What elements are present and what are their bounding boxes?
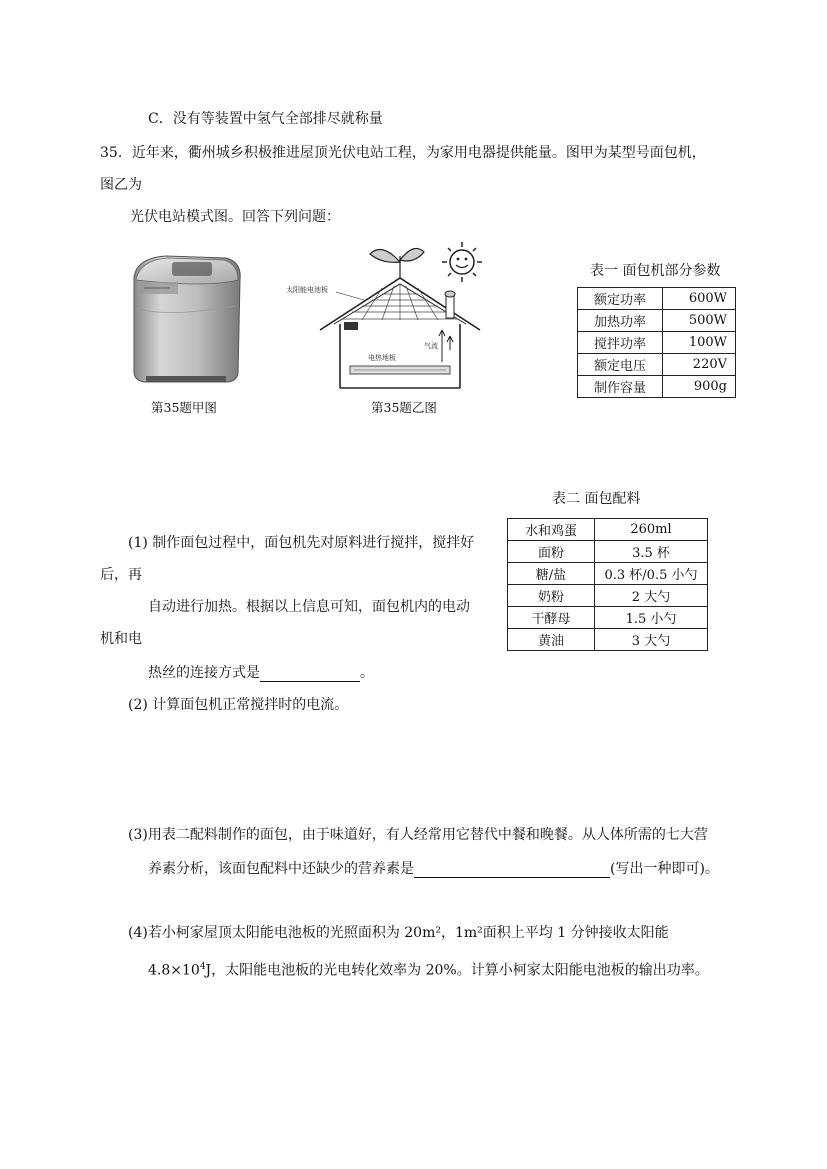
q3-line2 bbox=[148, 860, 719, 878]
table-row bbox=[508, 585, 708, 607]
table-row bbox=[508, 519, 708, 541]
param-name-cell: 糖/盐 bbox=[508, 563, 595, 585]
fig-yi-caption: 第35题乙图 bbox=[371, 400, 437, 415]
table-row bbox=[578, 376, 736, 398]
q3-line2-end: (写出一种即可)。 bbox=[610, 861, 719, 877]
panel-label: 太阳能电池板 bbox=[286, 286, 328, 294]
param-name-cell: 奶粉 bbox=[508, 585, 595, 607]
param-name-cell: 加热功率 bbox=[578, 310, 663, 332]
table-row bbox=[508, 607, 708, 629]
param-name-cell: 干酵母 bbox=[508, 607, 595, 629]
param-name-cell: 额定电压 bbox=[578, 354, 663, 376]
param-name-cell: 制作容量 bbox=[578, 376, 663, 398]
table1-title: 表一 面包机部分参数 bbox=[590, 263, 721, 279]
q2-line1: (2) 计算面包机正常搅拌时的电流。 bbox=[128, 697, 349, 713]
param-name-cell: 额定功率 bbox=[578, 288, 663, 310]
bread-maker-figure bbox=[126, 248, 246, 386]
q4-line1: (4)若小柯家屋顶太阳能电池板的光照面积为 20m²，1m²面积上平均 1 分钟接收太阳能 bbox=[128, 925, 669, 941]
table-row bbox=[508, 541, 708, 563]
solar-house-figure bbox=[282, 238, 492, 390]
param-value-cell: 900g bbox=[663, 376, 736, 398]
q35-intro-line1: 35．近年来，衢州城乡积极推进屋顶光伏电站工程，为家用电器提供能量。图甲为某型号面包机， bbox=[100, 145, 706, 161]
air-label: 气流 bbox=[424, 342, 438, 350]
q3-line1: (3)用表二配料制作的面包，由于味道好，有人经常用它替代中餐和晚餐。从人体所需的七大营 bbox=[128, 827, 708, 843]
table-row bbox=[508, 563, 708, 585]
q4-exponent: 4 bbox=[199, 962, 206, 972]
param-value-cell: 0.3 杯/0.5 小勺 bbox=[595, 563, 708, 585]
param-value-cell: 1.5 小勺 bbox=[595, 607, 708, 629]
table2-title: 表二 面包配料 bbox=[552, 491, 641, 507]
sun-icon bbox=[442, 242, 482, 282]
q4-value: 4.8×10 bbox=[148, 962, 200, 979]
table-row bbox=[578, 354, 736, 376]
table-row bbox=[578, 288, 736, 310]
q1-line4: 机和电 bbox=[100, 631, 142, 647]
q1-line3: 自动进行加热。根据以上信息可知，面包机内的电动 bbox=[148, 599, 470, 615]
bread-maker-params-table bbox=[577, 287, 736, 398]
param-value-cell: 260ml bbox=[595, 519, 708, 541]
fig-jia-caption: 第35题甲图 bbox=[151, 400, 217, 415]
q4-line2-text: J，太阳能电池板的光电转化效率为 20%。计算小柯家太阳能电池板的输出功率。 bbox=[205, 962, 709, 979]
param-value-cell: 2 大勺 bbox=[595, 585, 708, 607]
param-value-cell: 500W bbox=[663, 310, 736, 332]
q35-intro-line3: 光伏电站模式图。回答下列问题： bbox=[130, 209, 340, 225]
table-row bbox=[578, 310, 736, 332]
option-c-text: C．没有等装置中氢气全部排尽就称量 bbox=[148, 111, 383, 127]
param-name-cell: 水和鸡蛋 bbox=[508, 519, 595, 541]
floor-label: 电热地板 bbox=[368, 354, 396, 362]
bread-ingredients-table bbox=[507, 518, 708, 651]
param-name-cell: 搅拌功率 bbox=[578, 332, 663, 354]
q35-intro-line2: 图乙为 bbox=[100, 177, 142, 193]
q1-line5 bbox=[148, 664, 374, 682]
param-value-cell: 3 大勺 bbox=[595, 629, 708, 651]
q1-answer-blank[interactable] bbox=[260, 667, 360, 682]
q3-line2-text: 养素分析，该面包配料中还缺少的营养素是 bbox=[148, 861, 414, 877]
param-value-cell: 220V bbox=[663, 354, 736, 376]
param-value-cell: 100W bbox=[663, 332, 736, 354]
param-value-cell: 3.5 杯 bbox=[595, 541, 708, 563]
table-row bbox=[508, 629, 708, 651]
q1-line5-end: 。 bbox=[360, 665, 374, 681]
table-row bbox=[578, 332, 736, 354]
param-name-cell: 黄油 bbox=[508, 629, 595, 651]
param-value-cell: 600W bbox=[663, 288, 736, 310]
q1-line2: 后，再 bbox=[100, 567, 142, 583]
q1-line5-text: 热丝的连接方式是 bbox=[148, 665, 260, 681]
param-name-cell: 面粉 bbox=[508, 541, 595, 563]
q3-answer-blank[interactable] bbox=[414, 863, 610, 878]
plant-icon bbox=[370, 248, 424, 278]
q1-line1: (1) 制作面包过程中，面包机先对原料进行搅拌，搅拌好 bbox=[128, 535, 475, 551]
q4-line2 bbox=[148, 958, 709, 980]
